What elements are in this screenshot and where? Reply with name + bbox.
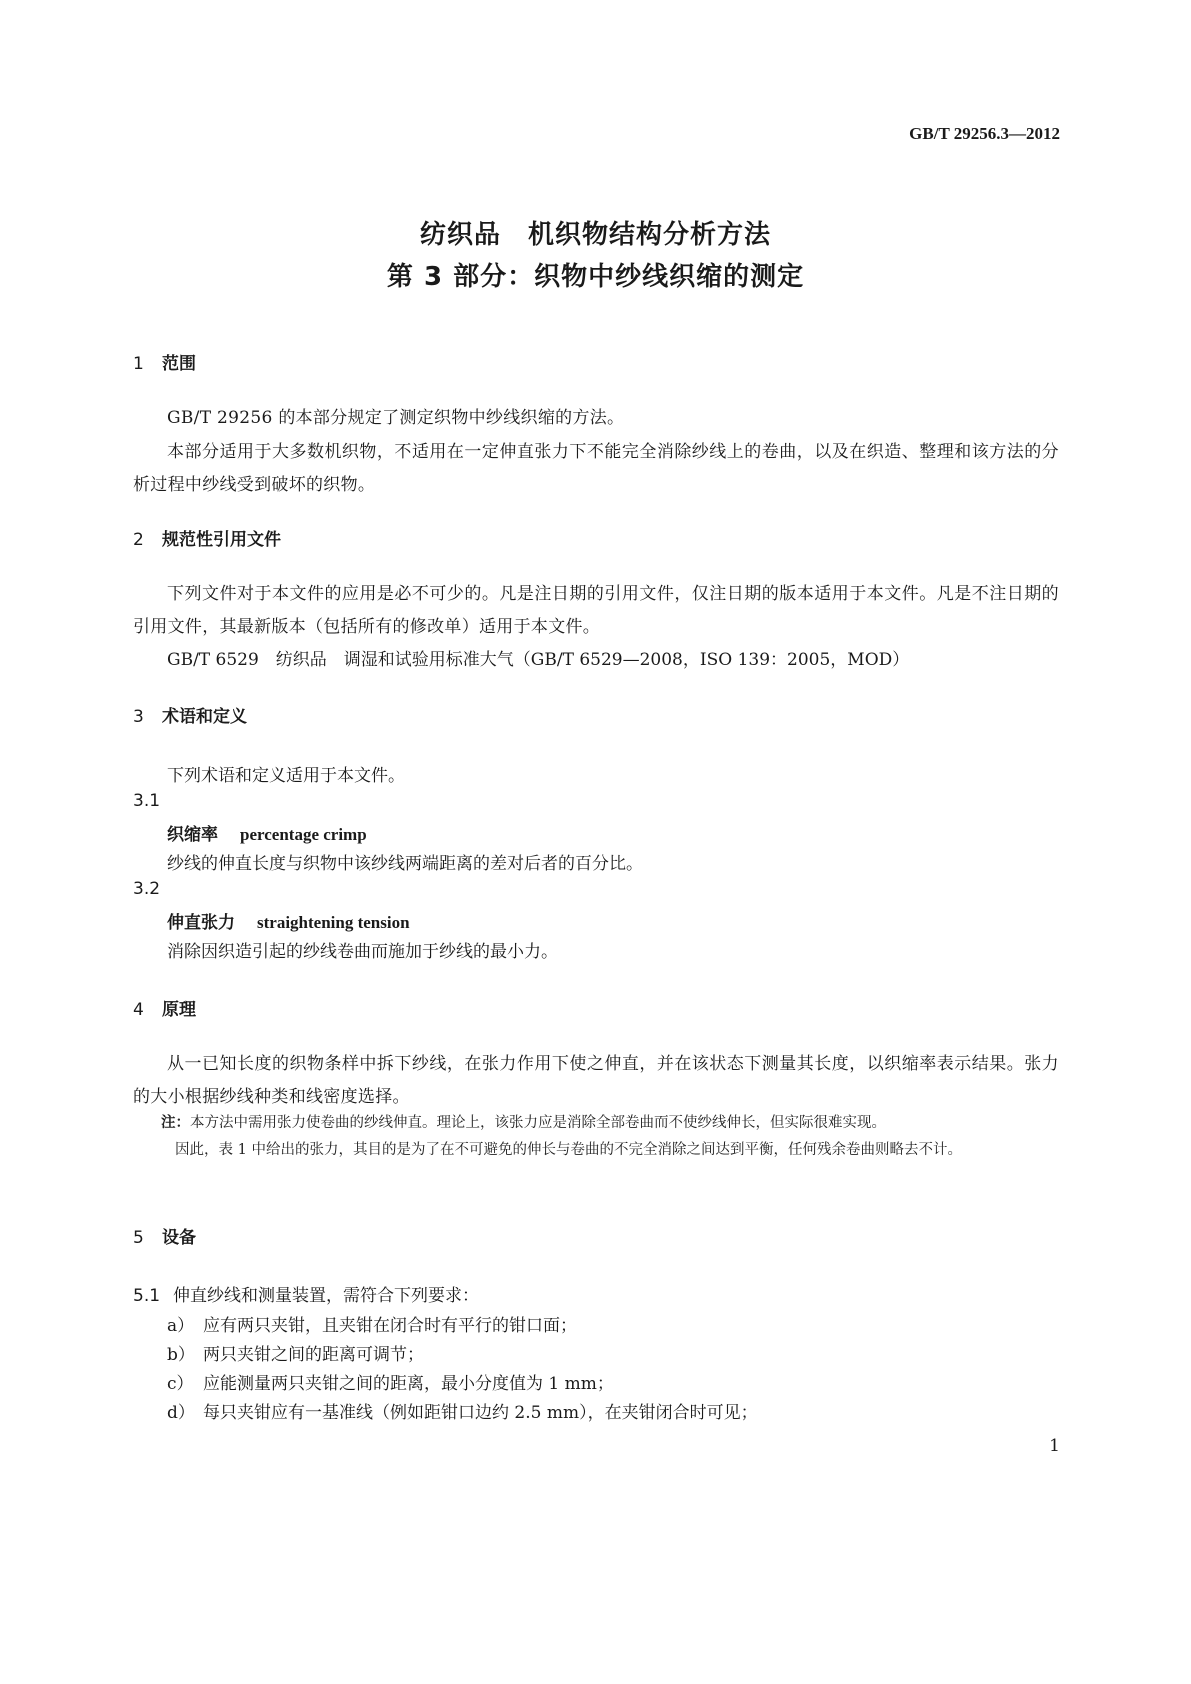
section-title: 术语和定义 — [162, 707, 247, 727]
note — [161, 1109, 1059, 1164]
section-1-paragraph-2: 本部分适用于大多数机织物，不适用在一定伸直张力下不能完全消除纱线上的卷曲，以及在织造、整理和该方法的分析过程中纱线受到破坏的织物。 — [133, 442, 1059, 495]
document-title-line1: 纺织品 机织物结构分析方法 — [419, 220, 771, 250]
section-title: 范围 — [162, 354, 196, 374]
list-item-label: b） — [167, 1345, 195, 1365]
section-number: 1 — [133, 354, 144, 374]
section-title: 设备 — [162, 1228, 196, 1248]
list-item — [167, 1340, 424, 1365]
section-2-heading — [133, 525, 281, 550]
section-1-heading — [133, 349, 196, 374]
section-4-heading — [133, 995, 196, 1020]
list-item — [167, 1311, 577, 1336]
subclause-5-1 — [133, 1281, 479, 1306]
page-number: 1 — [1049, 1436, 1060, 1456]
list-item-label: c） — [167, 1374, 194, 1394]
term-en: straightening tension — [257, 913, 410, 932]
term-definition: 纱线的伸直长度与织物中该纱线两端距离的差对后者的百分比。 — [167, 854, 643, 874]
section-number: 5 — [133, 1228, 144, 1248]
document-title-line2: 第 3 部分：织物中纱线织缩的测定 — [386, 262, 805, 292]
term-cn: 伸直张力 — [167, 913, 235, 933]
note-label: 注： — [161, 1114, 190, 1131]
list-item-text: 应有两只夹钳，且夹钳在闭合时有平行的钳口面； — [203, 1316, 577, 1336]
list-item — [167, 1369, 614, 1394]
term-number: 3.2 — [133, 879, 161, 899]
list-item-text: 两只夹钳之间的距离可调节； — [203, 1345, 424, 1365]
subclause-text: 伸直纱线和测量装置，需符合下列要求： — [173, 1286, 479, 1306]
normative-reference: GB/T 6529 纺织品 调湿和试验用标准大气（GB/T 6529—2008，ISO 139：2005，MOD） — [167, 650, 910, 670]
section-title: 原理 — [162, 1000, 196, 1020]
list-item-label: d） — [167, 1403, 195, 1423]
section-title: 规范性引用文件 — [162, 530, 281, 550]
list-item-text: 每只夹钳应有一基准线（例如距钳口边约 2.5 mm），在夹钳闭合时可见； — [203, 1403, 758, 1423]
list-item-text: 应能测量两只夹钳之间的距离，最小分度值为 1 mm； — [203, 1374, 614, 1394]
term-number: 3.1 — [133, 791, 161, 811]
section-number: 3 — [133, 707, 144, 727]
term-definition: 消除因织造引起的纱线卷曲而施加于纱线的最小力。 — [167, 942, 558, 962]
standard-number: GB/T 29256.3—2012 — [909, 124, 1060, 143]
section-5-heading — [133, 1223, 196, 1248]
section-4-paragraph-1: 从一已知长度的织物条样中拆下纱线，在张力作用下使之伸直，并在该状态下测量其长度，以织缩率表示结果。张力的大小根据纱线种类和线密度选择。 — [133, 1054, 1059, 1107]
section-number: 2 — [133, 530, 144, 550]
section-number: 4 — [133, 1000, 144, 1020]
note-continuation: 因此，表 1 中给出的张力，其目的是为了在不可避免的伸长与卷曲的不完全消除之间达到平衡，任何残余卷曲则略去不计。 — [175, 1142, 962, 1158]
term-cn: 织缩率 — [167, 825, 218, 845]
list-item — [167, 1398, 758, 1423]
term-entry — [167, 908, 410, 933]
list-item-label: a） — [167, 1316, 195, 1336]
section-2-paragraph-1: 下列文件对于本文件的应用是必不可少的。凡是注日期的引用文件，仅注日期的版本适用于本文件。凡是不注日期的引用文件，其最新版本（包括所有的修改单）适用于本文件。 — [133, 584, 1059, 637]
subclause-number: 5.1 — [133, 1286, 161, 1306]
section-3-heading — [133, 702, 247, 727]
term-entry — [167, 820, 367, 845]
section-3-intro: 下列术语和定义适用于本文件。 — [167, 766, 405, 786]
section-1-paragraph-1: GB/T 29256 的本部分规定了测定织物中纱线织缩的方法。 — [167, 408, 625, 428]
term-en: percentage crimp — [240, 825, 367, 844]
note-first-line: 本方法中需用张力使卷曲的纱线伸直。理论上，该张力应是消除全部卷曲而不使纱线伸长，但实际很难实现。 — [190, 1115, 886, 1131]
